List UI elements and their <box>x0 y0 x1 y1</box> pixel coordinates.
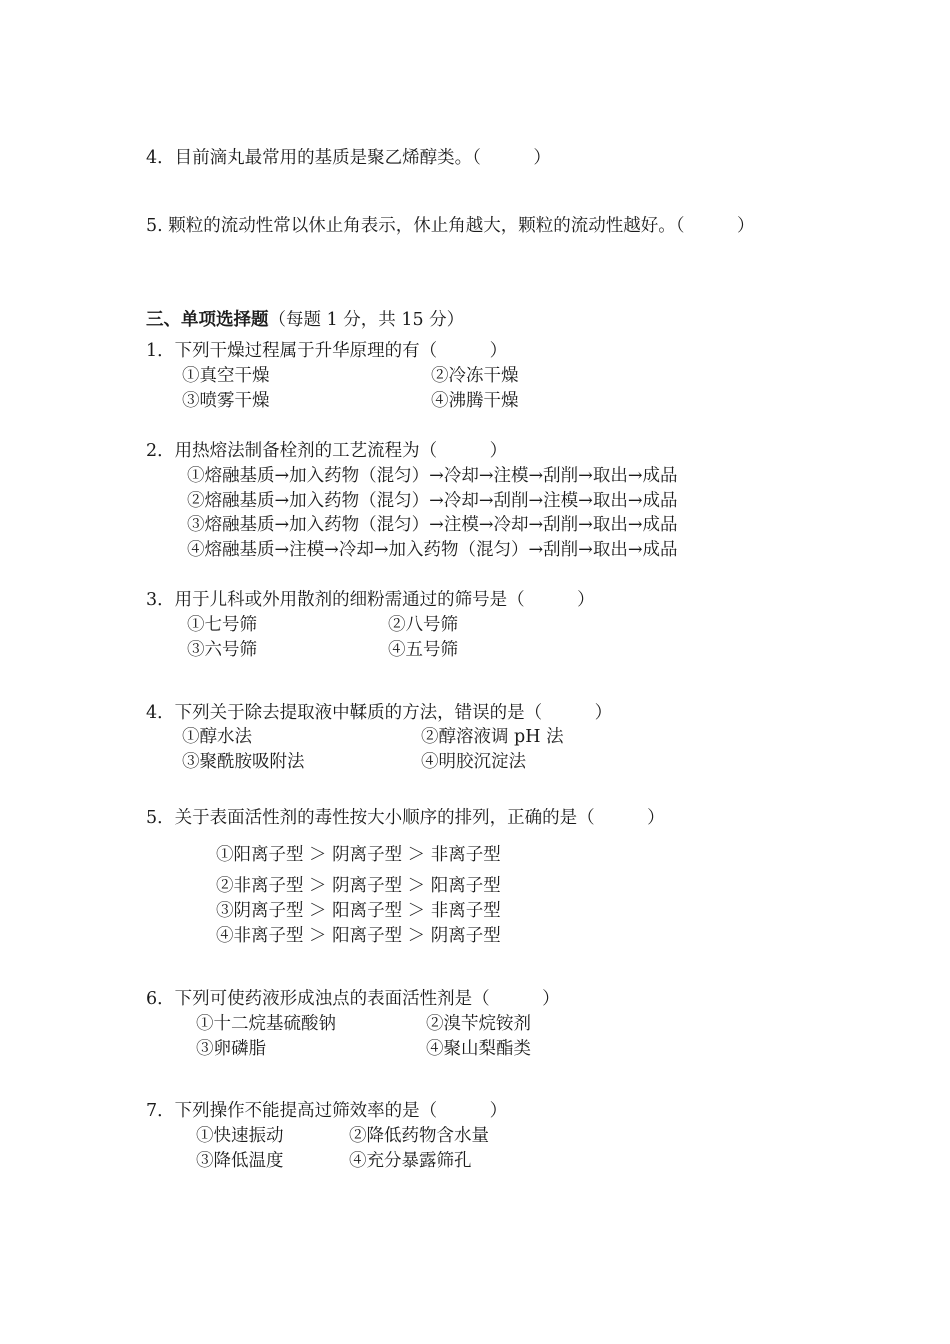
q5-option-2: ②非离子型 ＞ 阴离子型 ＞ 阳离子型 <box>216 876 501 896</box>
q4-option-1: ①醇水法 <box>182 727 252 747</box>
section-note: （每题 1 分，共 15 分） <box>268 310 465 330</box>
q4-option-3: ③聚酰胺吸附法 <box>182 752 305 772</box>
q2-option-4: ④熔融基质→注模→冷却→加入药物（混匀）→刮削→取出→成品 <box>187 540 678 560</box>
q5-option-3: ③阴离子型 ＞ 阳离子型 ＞ 非离子型 <box>216 901 501 921</box>
q6-option-1: ①十二烷基硫酸钠 <box>196 1014 336 1034</box>
q4-option-4: ④明胶沉淀法 <box>421 752 526 772</box>
q5-option-1: ①阳离子型 ＞ 阴离子型 ＞ 非离子型 <box>216 845 501 865</box>
q5-option-4: ④非离子型 ＞ 阳离子型 ＞ 阴离子型 <box>216 926 501 946</box>
q7-option-2: ②降低药物含水量 <box>349 1126 489 1146</box>
q7-option-4: ④充分暴露筛孔 <box>349 1151 472 1171</box>
question-6-stem: 6．下列可使药液形成浊点的表面活性剂是（ ） <box>146 989 560 1009</box>
question-1-stem: 1．下列干燥过程属于升华原理的有（ ） <box>146 341 508 361</box>
q2-option-3: ③熔融基质→加入药物（混匀）→注模→冷却→刮削→取出→成品 <box>187 515 678 535</box>
q6-option-3: ③卵磷脂 <box>196 1039 266 1059</box>
q7-option-3: ③降低温度 <box>196 1151 284 1171</box>
q7-option-1: ①快速振动 <box>196 1126 284 1146</box>
q3-option-2: ②八号筛 <box>388 615 458 635</box>
question-3-stem: 3．用于儿科或外用散剂的细粉需通过的筛号是（ ） <box>146 590 595 610</box>
q1-option-4: ④沸腾干燥 <box>431 391 519 411</box>
q1-option-2: ②冷冻干燥 <box>431 366 519 386</box>
q3-option-1: ①七号筛 <box>187 615 257 635</box>
q3-option-3: ③六号筛 <box>187 640 257 660</box>
q3-option-4: ④五号筛 <box>388 640 458 660</box>
q2-option-2: ②熔融基质→加入药物（混匀）→冷却→刮削→注模→取出→成品 <box>187 491 678 511</box>
question-5-stem: 5．关于表面活性剂的毒性按大小顺序的排列，正确的是（ ） <box>146 808 665 828</box>
q1-option-1: ①真空干燥 <box>182 366 270 386</box>
q6-option-4: ④聚山梨酯类 <box>426 1039 531 1059</box>
question-2-stem: 2．用热熔法制备栓剂的工艺流程为（ ） <box>146 441 508 461</box>
section-heading <box>146 308 464 332</box>
q6-option-2: ②溴苄烷铵剂 <box>426 1014 531 1034</box>
q4-option-2: ②醇溶液调 pH 法 <box>421 727 564 747</box>
section-title: 三、单项选择题 <box>146 310 269 330</box>
question-7-stem: 7．下列操作不能提高过筛效率的是（ ） <box>146 1101 508 1121</box>
question-4-stem: 4．下列关于除去提取液中鞣质的方法，错误的是（ ） <box>146 703 613 723</box>
tf-question-5: 5. 颗粒的流动性常以休止角表示，休止角越大，颗粒的流动性越好。（ ） <box>146 216 755 236</box>
tf-question-4: 4．目前滴丸最常用的基质是聚乙烯醇类。（ ） <box>146 148 551 168</box>
q2-option-1: ①熔融基质→加入药物（混匀）→冷却→注模→刮削→取出→成品 <box>187 466 678 486</box>
q1-option-3: ③喷雾干燥 <box>182 391 270 411</box>
